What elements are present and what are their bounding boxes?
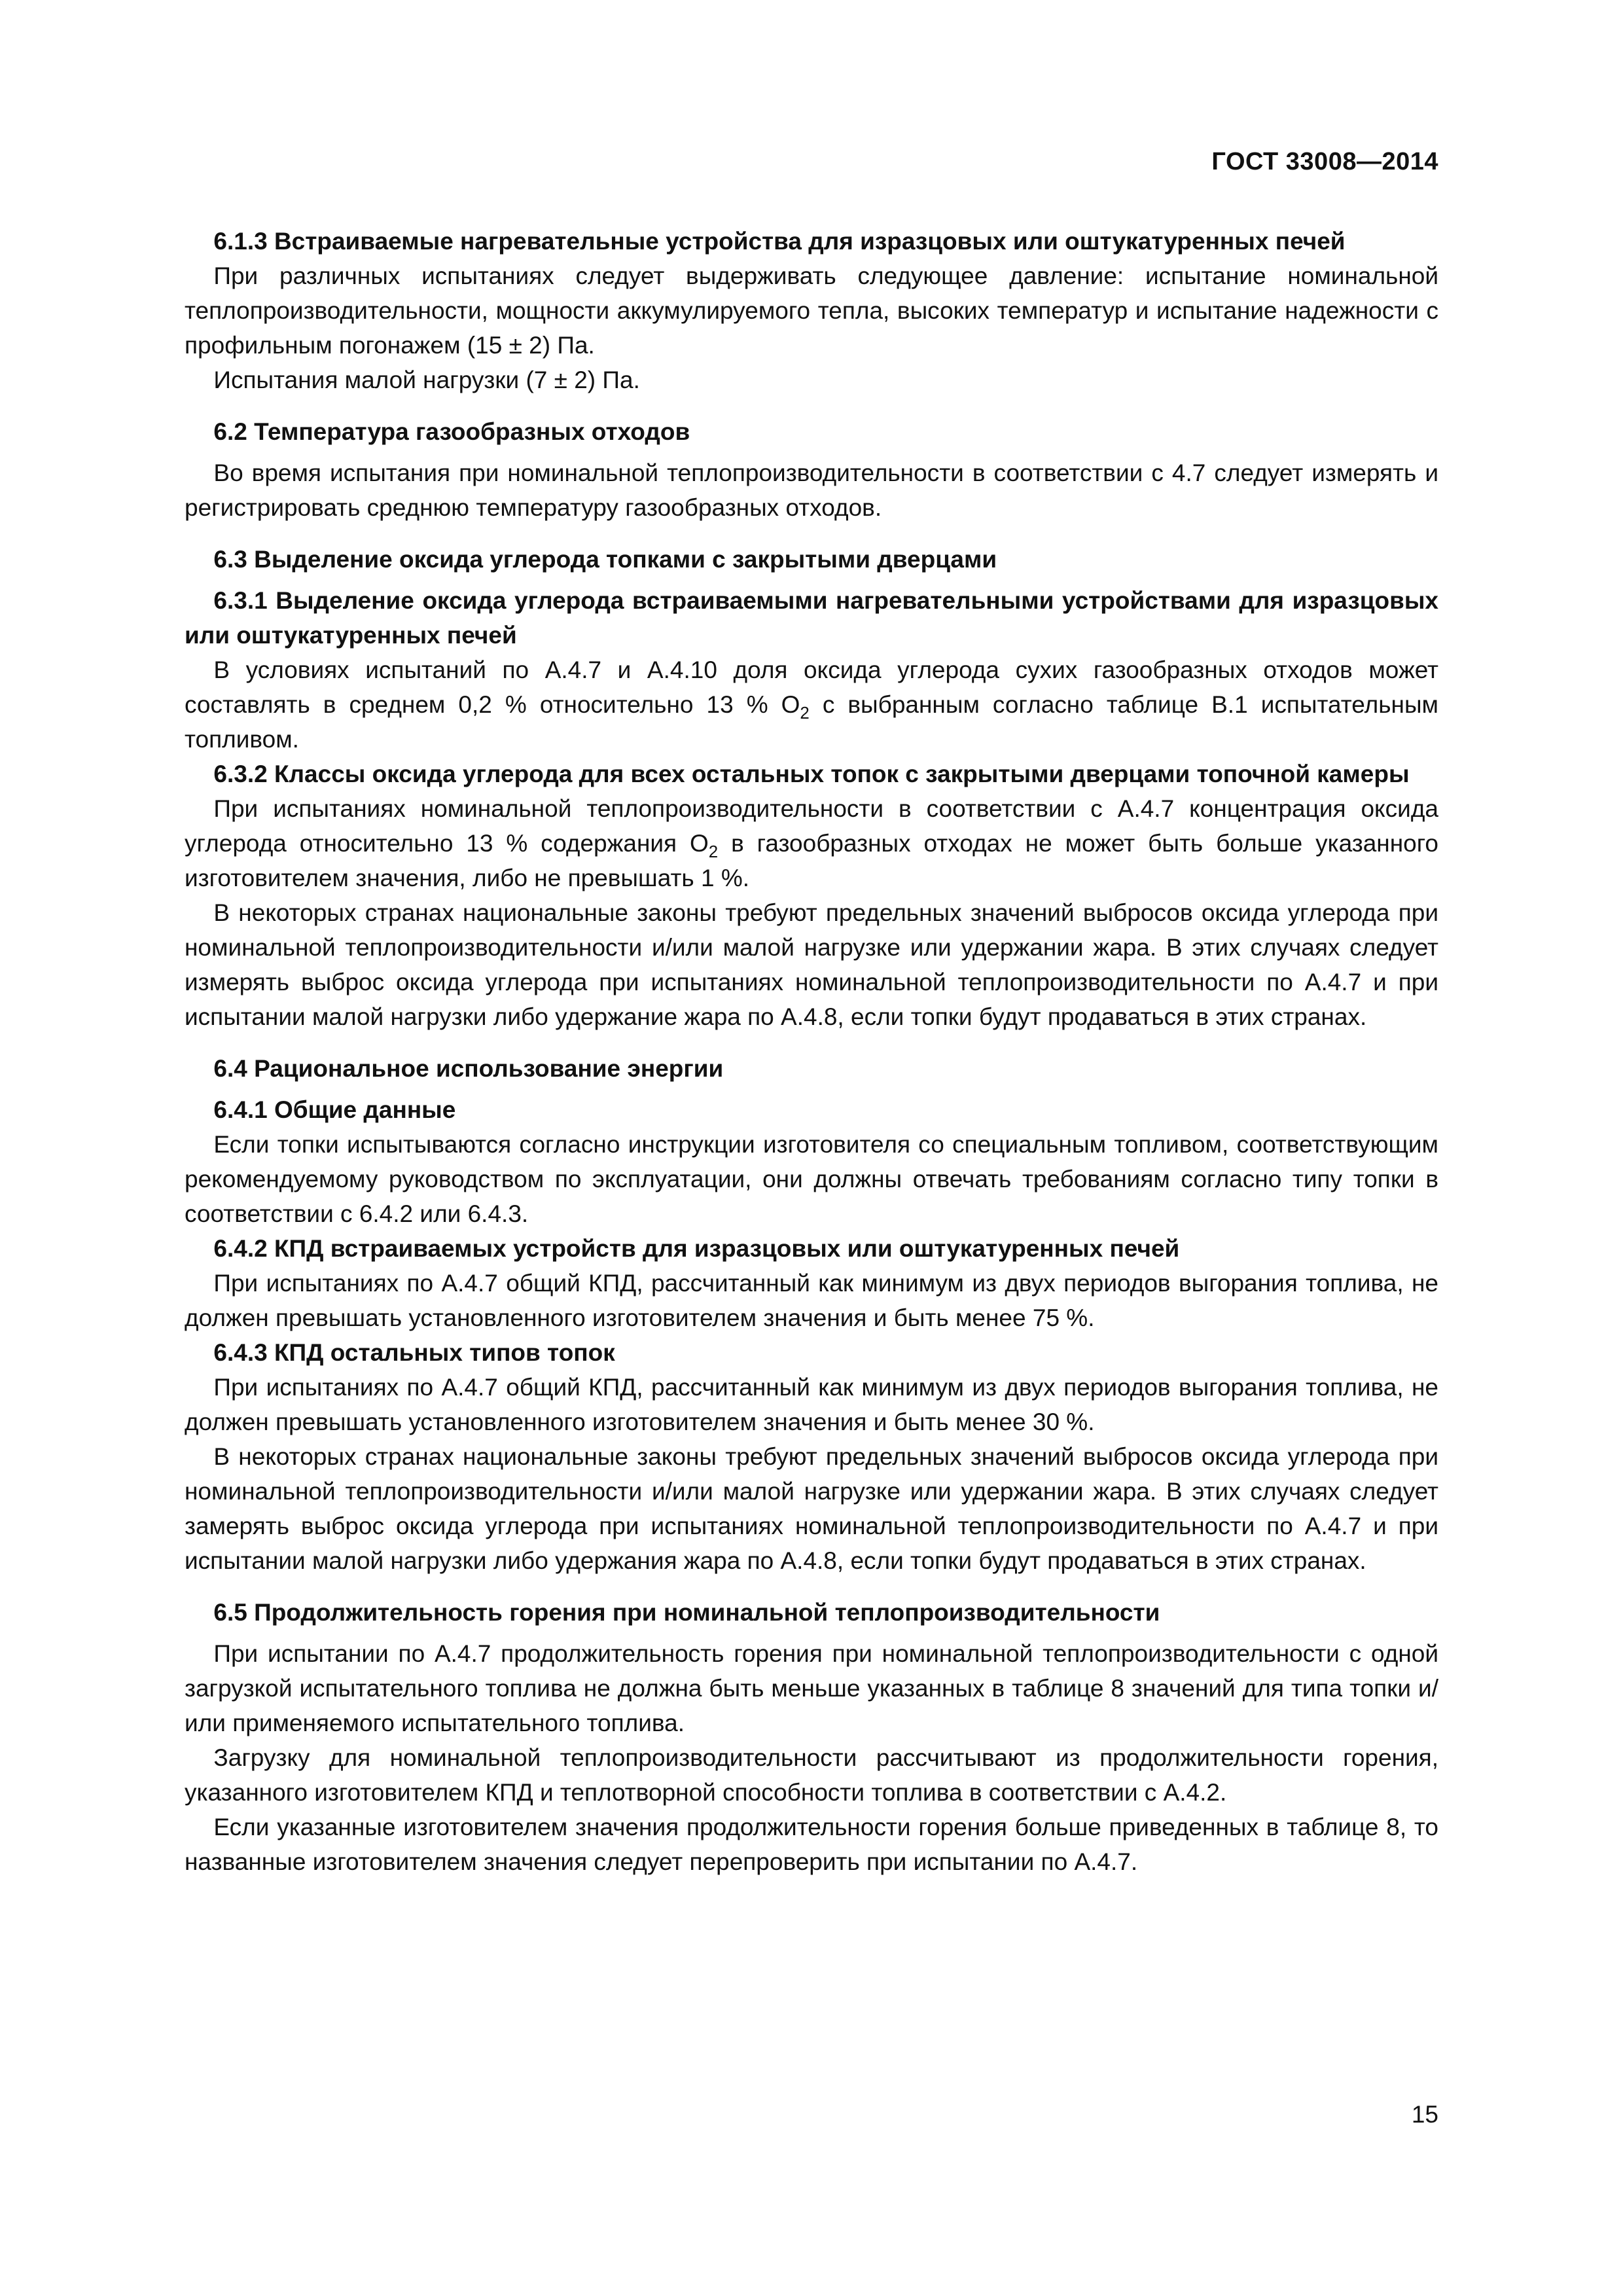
section-6-3-2-paragraph xyxy=(185,791,1438,895)
section-6-1-3-paragraph: Испытания малой нагрузки (7 ± 2) Па. xyxy=(213,367,640,393)
standard-designation: ГОСТ 33008—2014 xyxy=(1211,148,1438,175)
page-number: 15 xyxy=(1411,2101,1438,2128)
section-6-1-3-paragraph: При различных испытаниях следует выдерживать следующее давление: испытание номинальной теплопроизводительности, мощности аккумулируемого тепла, высоких температур и испытание надежности с профильным погонажем (15 ± 2) Па. xyxy=(185,262,1438,359)
section-6-4-3-paragraph: В некоторых странах национальные законы требуют предельных значений выбросов оксида углерода при номинальной теплопроизводительности и/или малой нагрузке или удержании жара. В этих случаях следует замерять выброс оксида углерода при испытаниях номинальной теплопроизводительности по А.4.7 и при испытании малой нагрузки либо удержания жара по А.4.8, если топки будут продаваться в этих странах. xyxy=(185,1443,1438,1574)
section-6-4-heading: 6.4 Рациональное использование энергии xyxy=(213,1055,724,1082)
document-body xyxy=(185,224,1438,1879)
section-6-4-1-paragraph: Если топки испытываются согласно инструкции изготовителя со специальным топливом, соответствующим рекомендуемому руководством по эксплуатации, они должны отвечать требованиям согласно типу топки в соответствии с 6.4.2 или 6.4.3. xyxy=(185,1131,1438,1227)
section-6-3-1-paragraph xyxy=(185,653,1438,757)
section-6-3-2-paragraph: В некоторых странах национальные законы требуют предельных значений выбросов оксида углерода при номинальной теплопроизводительности и/или малой нагрузке или удержании жара. В этих случаях следует измерять выброс оксида углерода при испытаниях номинальной теплопроизводительности по А.4.7 и при испытании малой нагрузки либо удержание жара по А.4.8, если топки будут продаваться в этих странах. xyxy=(185,899,1438,1030)
section-6-4-1-heading: 6.4.1 Общие данные xyxy=(213,1096,456,1123)
text-run: в газообразных отходах не может быть больше указанного изготовителем значения, либо не превышать 1 %. xyxy=(185,830,1438,891)
subscript: 2 xyxy=(800,704,810,723)
section-6-5-heading: 6.5 Продолжительность горения при номинальной теплопроизводительности xyxy=(213,1599,1160,1626)
section-6-4-2-paragraph: При испытаниях по А.4.7 общий КПД, рассчитанный как минимум из двух периодов выгорания топлива, не должен превышать установленного изготовителем значения и быть менее 75 %. xyxy=(185,1270,1438,1331)
subscript: 2 xyxy=(708,843,719,862)
section-6-2-heading: 6.2 Температура газообразных отходов xyxy=(213,418,690,445)
text-run: В условиях испытаний по А.4.7 и А.4.10 доля оксида углерода сухих газообразных отходов может составлять в среднем 0,2 % относительно 13 % O xyxy=(185,656,1438,718)
text-run: с выбранным согласно таблице В.1 испытательным топливом. xyxy=(185,691,1438,753)
section-6-3-2-heading: 6.3.2 Классы оксида углерода для всех остальных топок с закрытыми дверцами топочной камеры xyxy=(213,761,1410,787)
section-6-4-3-paragraph: При испытаниях по А.4.7 общий КПД, рассчитанный как минимум из двух периодов выгорания топлива, не должен превышать установленного изготовителем значения и быть менее 30 %. xyxy=(185,1374,1438,1435)
section-6-5-paragraph: При испытании по А.4.7 продолжительность горения при номинальной теплопроизводительности с одной загрузкой испытательного топлива не должна быть меньше указанных в таблице 8 значений для типа топки и/или применяемого испытательного топлива. xyxy=(185,1640,1438,1736)
text-run: При испытаниях номинальной теплопроизводительности в соответствии с А.4.7 концентрация оксида углерода относительно 13 % содержания O xyxy=(185,795,1438,857)
section-6-2-paragraph: Во время испытания при номинальной теплопроизводительности в соответствии с 4.7 следует измерять и регистрировать среднюю температуру газообразных отходов. xyxy=(185,459,1438,521)
section-6-1-3-heading: 6.1.3 Встраиваемые нагревательные устройства для изразцовых или оштукатуренных печей xyxy=(213,228,1346,255)
section-6-3-1-heading: 6.3.1 Выделение оксида углерода встраиваемыми нагревательными устройствами для изразцовых или оштукатуренных печей xyxy=(185,587,1438,649)
section-6-3-heading: 6.3 Выделение оксида углерода топками с закрытыми дверцами xyxy=(213,546,997,573)
section-6-4-3-heading: 6.4.3 КПД остальных типов топок xyxy=(213,1339,615,1366)
section-6-4-2-heading: 6.4.2 КПД встраиваемых устройств для изразцовых или оштукатуренных печей xyxy=(213,1235,1180,1262)
section-6-5-paragraph: Если указанные изготовителем значения продолжительности горения больше приведенных в таблице 8, то названные изготовителем значения следует перепроверить при испытании по А.4.7. xyxy=(185,1814,1438,1875)
section-6-5-paragraph: Загрузку для номинальной теплопроизводительности рассчитывают из продолжительности горения, указанного изготовителем КПД и теплотворной способности топлива в соответствии с А.4.2. xyxy=(185,1744,1438,1806)
